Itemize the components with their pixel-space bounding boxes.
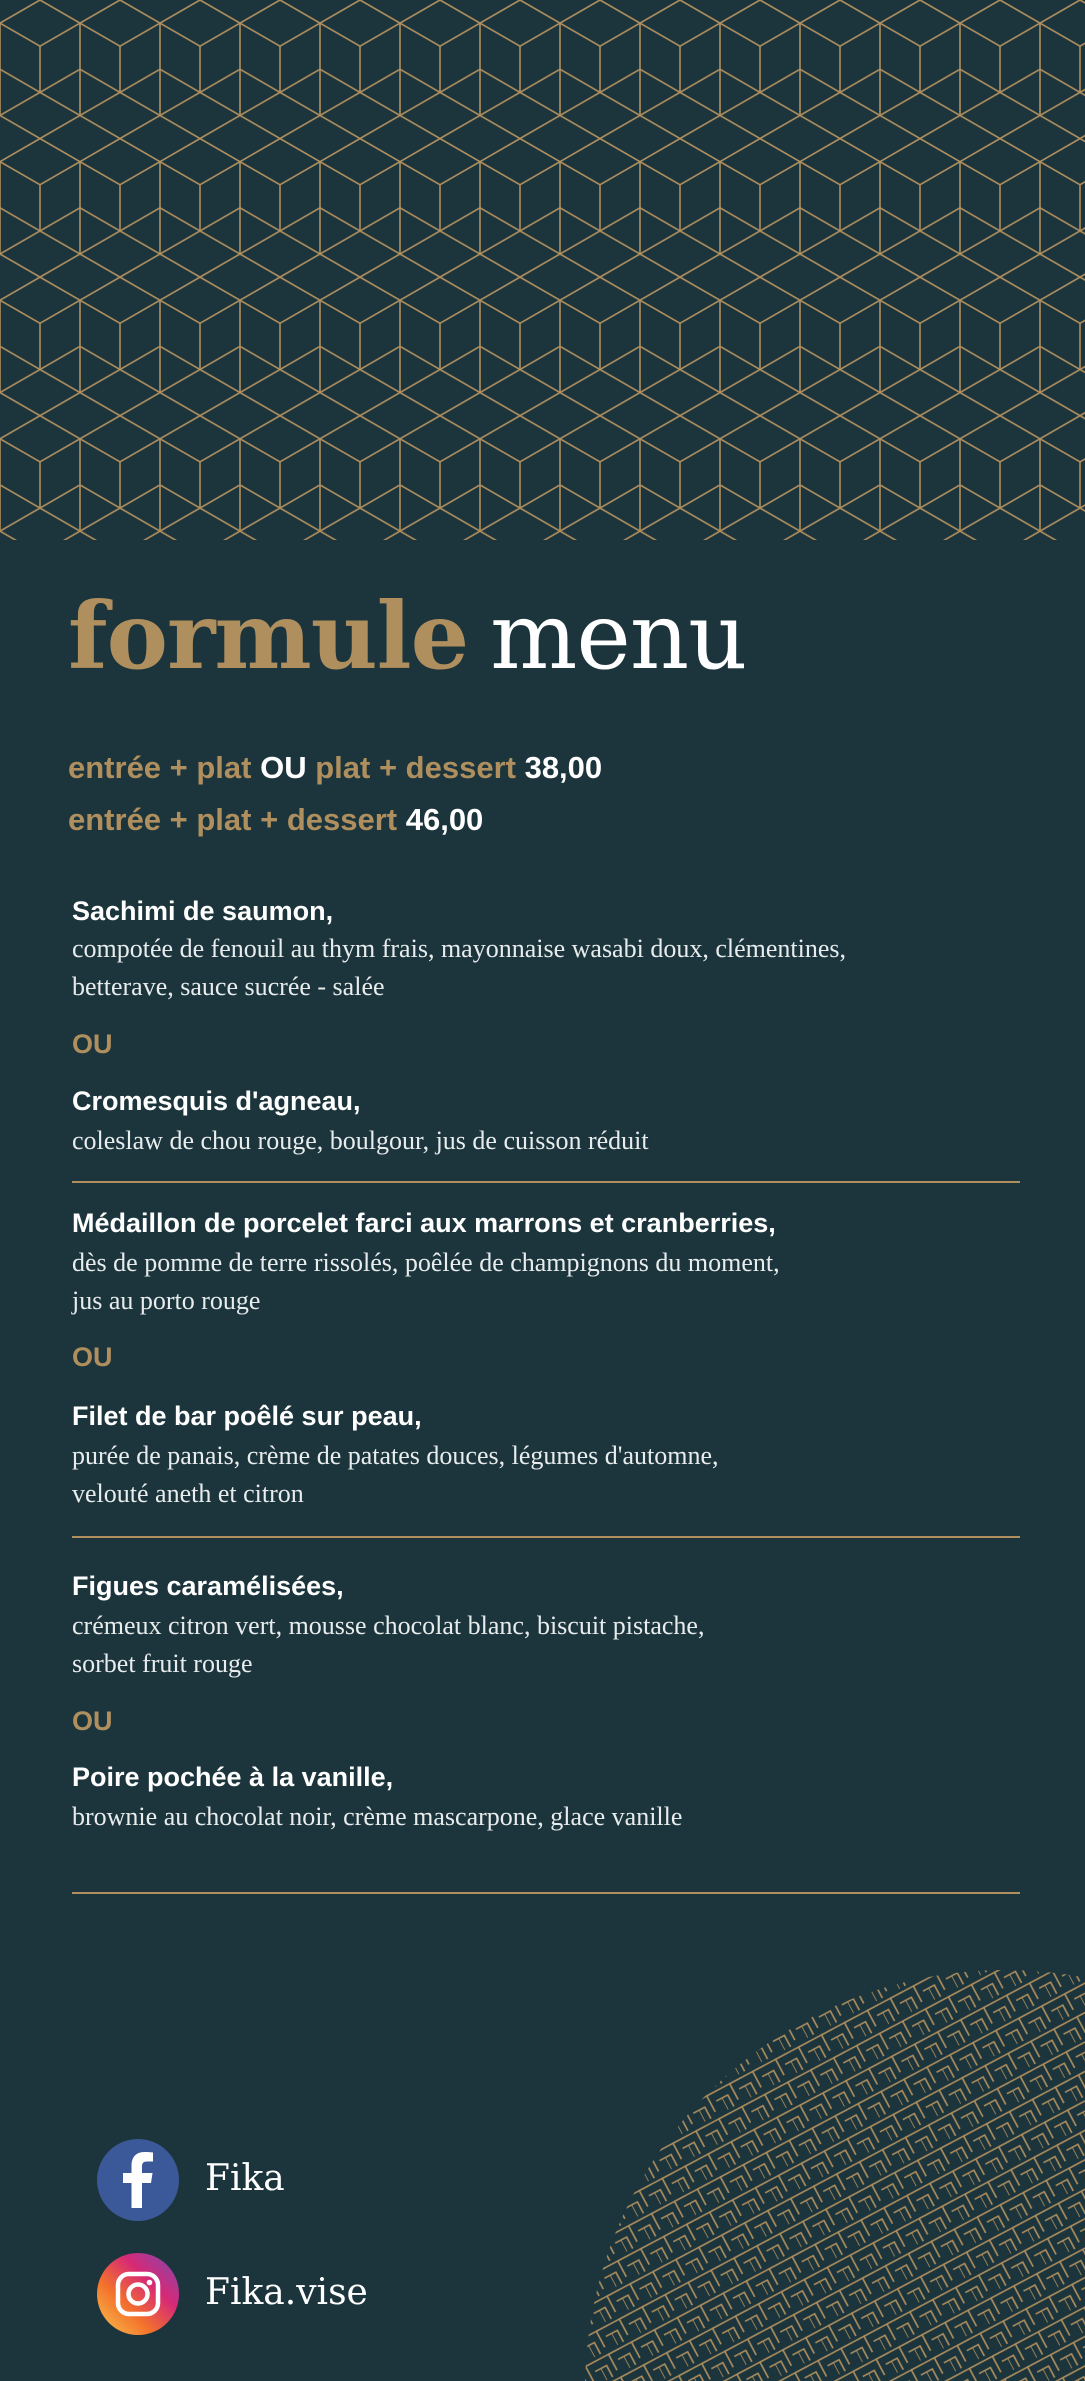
dish-description: velouté aneth et citron (72, 1479, 304, 1508)
section-divider (72, 1536, 1020, 1538)
dish-description: dès de pomme de terre rissolés, poêlée de champignons du moment, (72, 1248, 780, 1277)
dish-description: brownie au chocolat noir, crème mascarpone, glace vanille (72, 1802, 683, 1831)
dish-description: compotée de fenouil au thym frais, mayonnaise wasabi doux, clémentines, (72, 934, 846, 963)
dish-description: purée de panais, crème de patates douces, légumes d'automne, (72, 1441, 719, 1470)
or-separator: OU (72, 1342, 113, 1372)
section-divider (72, 1181, 1020, 1183)
dish-description: jus au porto rouge (72, 1286, 261, 1315)
or-separator: OU (72, 1029, 113, 1059)
page-title (68, 582, 747, 690)
price-line-two-courses (68, 752, 602, 783)
dish-name: Médaillon de porcelet farci aux marrons et cranberries, (72, 1208, 776, 1238)
dish-name: Sachimi de saumon, (72, 896, 334, 926)
or-separator: OU (72, 1706, 113, 1736)
dish-description: betterave, sauce sucrée - salée (72, 972, 385, 1001)
dish-name: Filet de bar poêlé sur peau, (72, 1401, 422, 1431)
facebook-label[interactable]: Fika (205, 2158, 285, 2199)
title-word-menu: menu (490, 583, 747, 690)
dish-name: Cromesquis d'agneau, (72, 1086, 361, 1116)
chevron-pattern-decoration (585, 1950, 1085, 2381)
cube-pattern-decoration (0, 0, 1085, 540)
price-or: OU (260, 750, 316, 785)
dish-name: Figues caramélisées, (72, 1571, 344, 1601)
dish-name: Poire pochée à la vanille, (72, 1762, 394, 1792)
price-text: plat + dessert (315, 750, 525, 785)
price-text: entrée + plat (68, 750, 261, 785)
instagram-label[interactable]: Fika.vise (205, 2272, 368, 2313)
price-amount: 46,00 (405, 802, 484, 837)
instagram-icon[interactable] (96, 2252, 180, 2336)
price-line-three-courses (68, 804, 483, 835)
facebook-icon[interactable] (96, 2138, 180, 2222)
dish-description: sorbet fruit rouge (72, 1649, 253, 1678)
price-amount: 38,00 (524, 750, 603, 785)
title-word-formule: formule (68, 582, 469, 690)
price-text: entrée + plat + dessert (68, 802, 406, 837)
dish-description: crémeux citron vert, mousse chocolat blanc, biscuit pistache, (72, 1611, 705, 1640)
dish-description: coleslaw de chou rouge, boulgour, jus de cuisson réduit (72, 1126, 649, 1155)
section-divider (72, 1892, 1020, 1894)
